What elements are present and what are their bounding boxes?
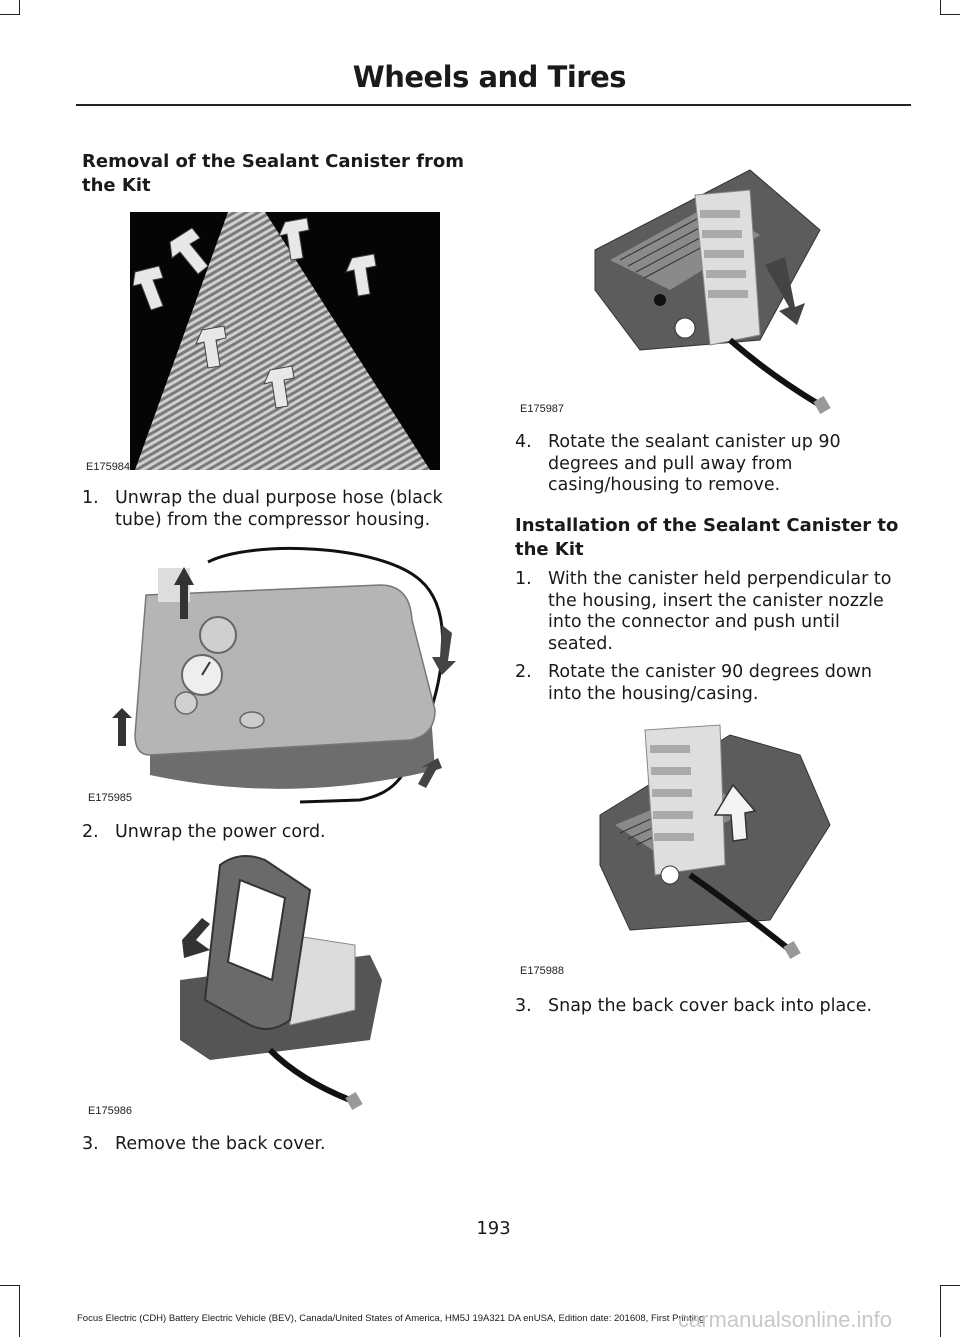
figure-power-cord xyxy=(170,850,390,1120)
step-text: With the canister held perpendicular to the housing, insert the canister nozzle into the connector and push until seated. xyxy=(548,569,892,654)
crop-mark xyxy=(19,1285,20,1337)
installation-step-2 xyxy=(515,662,910,705)
step-text: Unwrap the dual purpose hose (black tube) from the compressor housing. xyxy=(115,488,443,530)
step-number: 2. xyxy=(82,822,99,842)
header-divider xyxy=(76,104,911,106)
step-number: 1. xyxy=(515,569,532,589)
step-text: Rotate the sealant canister up 90 degrees and pull away from casing/housing to remove. xyxy=(548,432,841,495)
removal-step-2 xyxy=(82,822,482,844)
crop-mark xyxy=(940,1285,941,1337)
page-title: Wheels and Tires xyxy=(352,60,626,94)
figure-code: E175986 xyxy=(88,1105,133,1117)
watermark: carmanualsonline.info xyxy=(678,1307,893,1332)
removal-step-4 xyxy=(515,432,910,497)
crop-mark xyxy=(0,1285,20,1286)
step-number: 1. xyxy=(82,488,99,508)
installation-heading: Installation of the Sealant Canister to the Kit xyxy=(515,515,899,560)
figure-canister-removal-overview xyxy=(130,212,440,470)
step-number: 3. xyxy=(515,996,532,1016)
figure-code: E175987 xyxy=(520,403,565,415)
step-text: Remove the back cover. xyxy=(115,1134,326,1154)
removal-step-1 xyxy=(82,488,482,531)
figure-code: E175988 xyxy=(520,965,565,977)
figure-canister-rotate-up xyxy=(590,150,840,420)
crop-mark xyxy=(940,0,941,14)
step-text: Snap the back cover back into place. xyxy=(548,996,873,1016)
installation-step-3 xyxy=(515,996,910,1018)
figure-code: E175985 xyxy=(88,792,133,804)
crop-mark xyxy=(940,1285,960,1286)
crop-mark xyxy=(0,14,20,15)
crop-mark xyxy=(19,0,20,14)
step-number: 3. xyxy=(82,1134,99,1154)
figure-compressor-hose xyxy=(90,540,480,810)
removal-heading: Removal of the Sealant Canister from the Kit xyxy=(82,151,465,196)
installation-step-1 xyxy=(515,569,910,655)
footer-edition-info: Focus Electric (CDH) Battery Electric Vehicle (BEV), Canada/United States of America, HM5J 19A321 DA enUSA, Edition date: 201608, First Printing xyxy=(77,1313,705,1324)
step-text: Unwrap the power cord. xyxy=(115,822,326,842)
removal-step-3 xyxy=(82,1134,482,1156)
crop-mark xyxy=(940,14,960,15)
step-number: 4. xyxy=(515,432,532,452)
page-number: 193 xyxy=(476,1218,511,1239)
figure-canister-rotate-down xyxy=(590,715,840,970)
figure-code: E175984 xyxy=(86,461,131,473)
step-number: 2. xyxy=(515,662,532,682)
step-text: Rotate the canister 90 degrees down into the housing/casing. xyxy=(548,662,872,704)
